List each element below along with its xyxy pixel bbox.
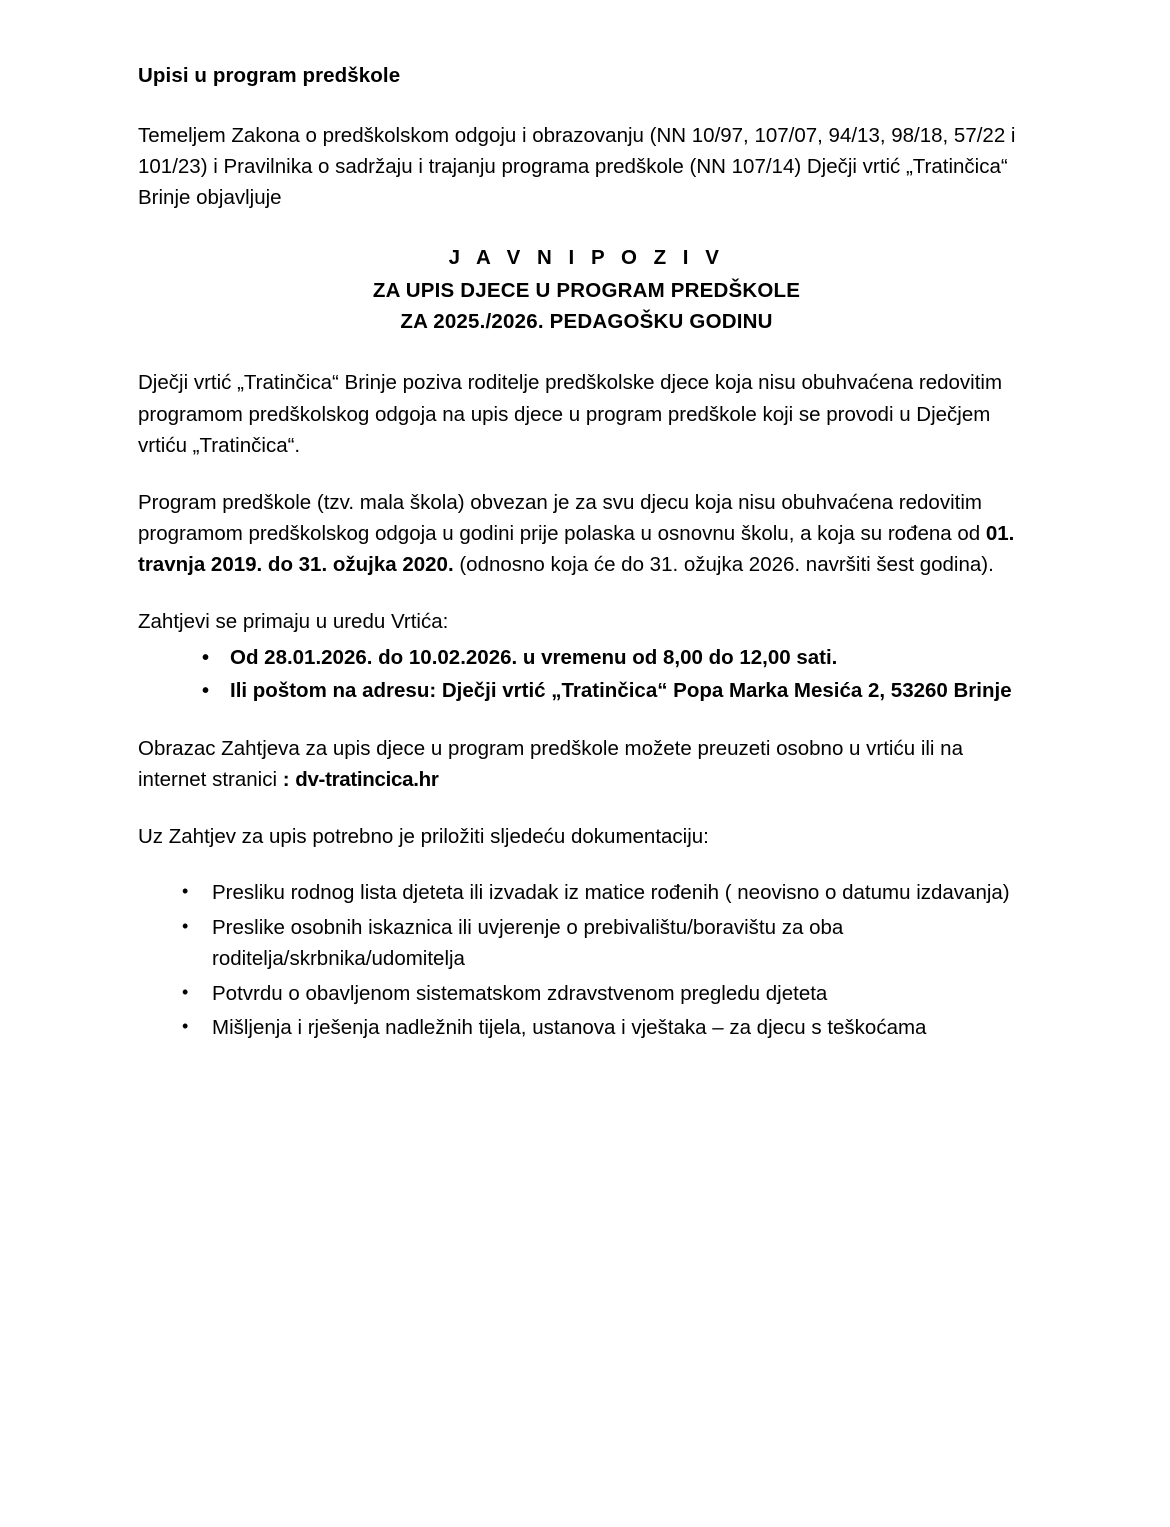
documentation-list — [138, 878, 1035, 1044]
list-item: • Od 28.01.2026. do 10.02.2026. u vremenu od 8,00 do 12,00 sati. — [198, 643, 1035, 674]
form-text: Obrazac Zahtjeva za upis djece u program predškole možete preuzeti osobno u vrtiću ili na internet stranici — [138, 736, 963, 792]
program-paragraph — [138, 487, 1035, 580]
program-birthdate-range: 01. travnja 2019. do 31. ožujka 2020. — [138, 522, 1015, 577]
documentation-label: Uz Zahtjev za upis potrebno je priložiti sljedeću dokumentaciju: — [138, 825, 709, 849]
list-item: • Presliku rodnog lista djeteta ili izvadak iz matice rođenih ( neovisno o datumu izdavanja) — [176, 878, 1035, 909]
program-text-part2: (odnosno koja će do 31. ožujka 2026. navršiti šest godina). — [453, 553, 994, 577]
website-link[interactable]: dv-tratincica.hr — [295, 768, 439, 792]
form-colon: : — [282, 768, 296, 792]
list-item: • Ili poštom na adresu: Dječji vrtić „Tratinčica“ Popa Marka Mesića 2, 53260 Brinje — [198, 676, 1035, 707]
heading-line-3: ZA 2025./2026. PEDAGOŠKU GODINU — [400, 309, 773, 333]
list-item: • Potvrdu o obavljenom sistematskom zdravstvenom pregledu djeteta — [176, 979, 1035, 1010]
program-text-part1: Program predškole (tzv. mala škola) obvezan je za svu djecu koja nisu obuhvaćena redovitim programom predškolskog odgoja u godini prije polaska u osnovnu školu, a koja su rođena od — [138, 490, 986, 546]
requests-label: Zahtjevi se primaju u uredu Vrtića: — [138, 610, 449, 634]
page-title: Upisi u program predškole — [138, 64, 401, 87]
public-call-heading — [138, 243, 1035, 337]
form-paragraph — [138, 733, 1035, 795]
requests-list — [138, 643, 1035, 707]
list-item: • Mišljenja i rješenja nadležnih tijela, ustanova i vještaka – za djecu s teškoćama — [176, 1013, 1035, 1044]
heading-line-2: ZA UPIS DJECE U PROGRAM PREDŠKOLE — [372, 278, 801, 302]
list-item: • Preslike osobnih iskaznica ili uvjerenje o prebivalištu/boravištu za oba roditelja/skrbnika/udomitelja — [176, 913, 1035, 975]
invitation-paragraph: Dječji vrtić „Tratinčica“ Brinje poziva roditelje predškolske djece koja nisu obuhvaćena redovitim programom predškolskog odgoja na upis djece u program predškole koji se provodi u Dječjem vrtiću „Tratinčica“. — [138, 371, 1003, 457]
heading-line-1: J A V N I P O Z I V — [448, 246, 725, 270]
intro-paragraph: Temeljem Zakona o predškolskom odgoju i obrazovanju (NN 10/97, 107/07, 94/13, 98/18, 57/22 i 101/23) i Pravilnika o sadržaju i trajanju programa predškole (NN 107/14) Dječji vrtić „Tratinčica“ Brinje objavljuje — [138, 123, 1016, 209]
